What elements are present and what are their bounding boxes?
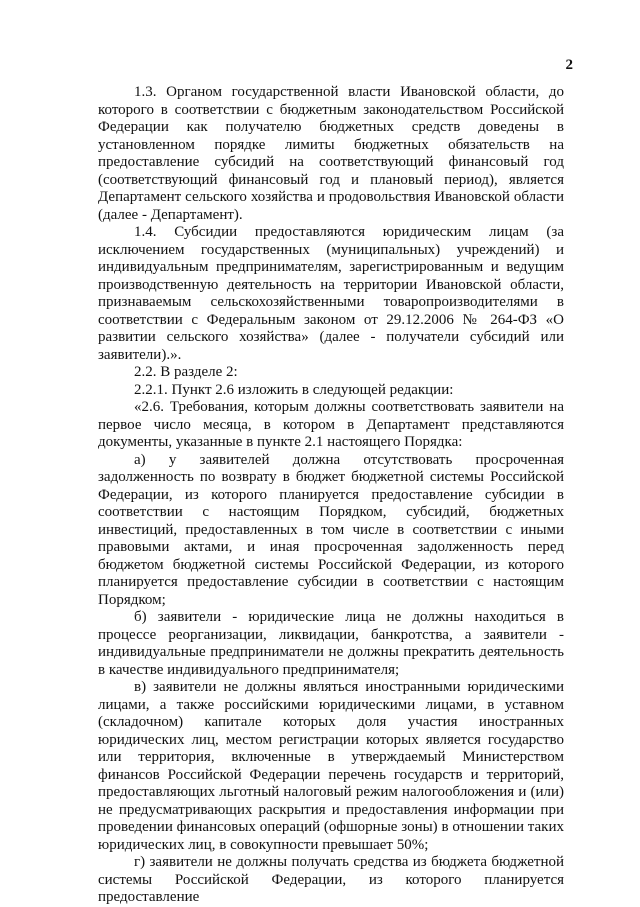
paragraph-2-2-1: 2.2.1. Пункт 2.6 изложить в следующей редакции:: [134, 381, 454, 398]
page-number: 2: [565, 57, 573, 73]
paragraph-item-b: б) заявители - юридические лица не должны находиться в процессе реорганизации, ликвидации, банкротства, а заявители - индивидуальные предприниматели не должны прекратить деятельность в качестве индивидуального предпринимателя;: [98, 609, 564, 678]
paragraph-item-g: г) заявители не должны получать средства из бюджета бюджетной системы Российской Федерации, из которого планируется предоставление: [98, 854, 564, 905]
paragraph-2-2: 2.2. В разделе 2:: [134, 364, 238, 380]
paragraph-2-6: «2.6. Требования, которым должны соответствовать заявители на первое число месяца, в котором в Департамент представляются документы, указанные в пункте 2.1 настоящего Порядка:: [98, 399, 564, 450]
paragraph-item-a: а) у заявителей должна отсутствовать просроченная задолженность по возврату в бюджет бюджетной системы Российской Федерации, из которого планируется предоставление субсидии в соответствии с настоящим Порядком, субсидий, бюджетных инвестиций, предоставленных в том числе в соответствии с иными правовыми актами, и иная просроченная задолженность перед бюджетом бюджетной системы Российской Федерации, из которого планируется предоставление субсидии в соответствии с настоящим Порядком;: [98, 451, 564, 608]
paragraph-item-v: в) заявители не должны являться иностранными юридическими лицами, а также российскими юридическими лицами, в уставном (складочном) капитале которых доля участия иностранных юридических лиц, местом регистрации которых является государство или территория, включенные в утверждаемый Министерством финансов Российской Федерации перечень государств и территорий, предоставляющих льготный налоговый режим налогообложения и (или) не предусматривающих раскрытия и предоставления информации при проведении финансовых операций (офшорные зоны) в отношении таких юридических лиц, в совокупности превышает 50%;: [98, 679, 564, 853]
paragraph-1-3: 1.3. Органом государственной власти Ивановской области, до которого в соответствии с бюджетным законодательством Российской Федерации как получателю бюджетных средств доведены в установленном порядке лимиты бюджетных обязательств на предоставление субсидий на соответствующий финансовый год (соответствующий финансовый год и плановый период), является Департамент сельского хозяйства и продовольствия Ивановской области (далее - Департамент).: [98, 84, 564, 223]
document-body: [98, 84, 564, 907]
paragraph-1-4: 1.4. Субсидии предоставляются юридическим лицам (за исключением государственных (муниципальных) учреждений) и индивидуальным предпринимателям, зарегистрированным и ведущим производственную деятельность на территории Ивановской области, признаваемым сельскохозяйственными товаропроизводителями в соответствии с Федеральным законом от 29.12.2006 № 264-ФЗ «О развитии сельского хозяйства» (далее - получатели субсидий или заявители).».: [98, 224, 564, 363]
